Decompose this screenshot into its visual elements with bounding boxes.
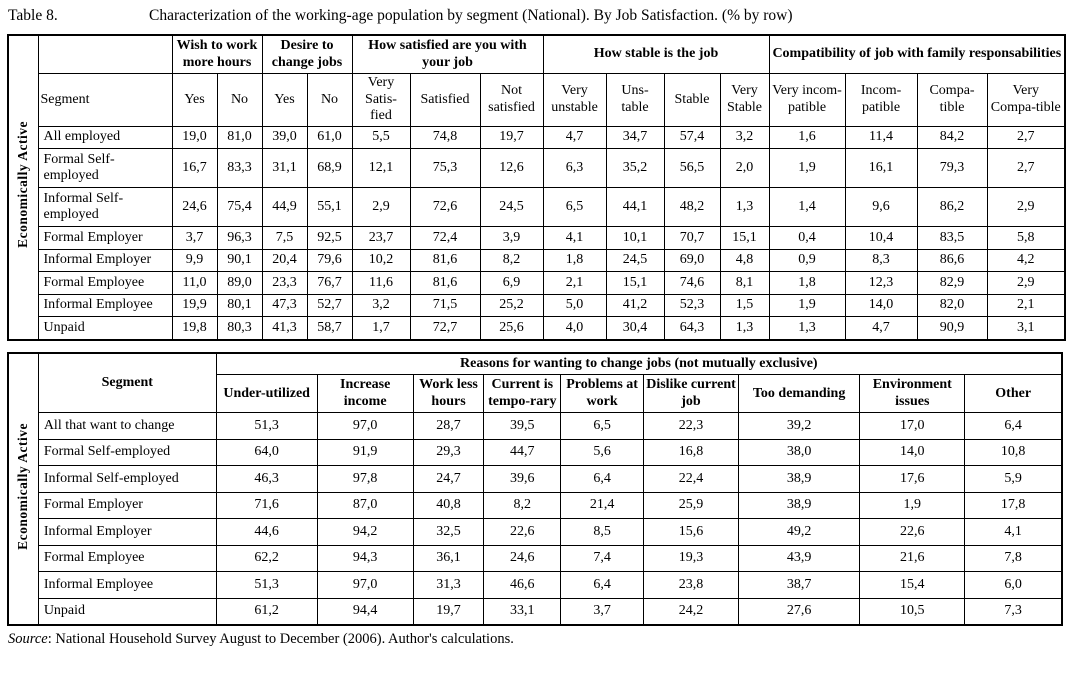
value-cell: 24,7 (413, 466, 484, 493)
value-cell: 3,2 (720, 126, 769, 149)
value-cell: 1,9 (769, 294, 845, 317)
value-cell: 10,5 (860, 598, 965, 625)
value-cell: 44,7 (484, 439, 561, 466)
value-cell: 0,4 (769, 227, 845, 250)
value-cell: 75,3 (410, 149, 480, 188)
col-incompatible: Incom-patible (845, 74, 917, 127)
value-cell: 90,1 (217, 249, 262, 272)
group-wish-work-more: Wish to work more hours (172, 35, 262, 74)
group-header-row (8, 35, 1065, 74)
value-cell: 10,2 (352, 249, 410, 272)
value-cell: 1,3 (720, 317, 769, 340)
col-unstable: Uns-table (606, 74, 664, 127)
value-cell: 74,6 (664, 272, 720, 295)
table-caption (8, 7, 1063, 25)
value-cell: 10,1 (606, 227, 664, 250)
value-cell: 4,8 (720, 249, 769, 272)
value-cell: 39,2 (738, 413, 859, 440)
value-cell: 5,6 (561, 439, 644, 466)
table-row (8, 466, 1062, 493)
group-desire-change: Desire to change jobs (262, 35, 352, 74)
value-cell: 6,4 (561, 466, 644, 493)
value-cell: 12,6 (480, 149, 543, 188)
value-cell: 35,2 (606, 149, 664, 188)
value-cell: 82,9 (917, 272, 987, 295)
value-cell: 24,2 (644, 598, 739, 625)
value-cell: 80,3 (217, 317, 262, 340)
value-cell: 2,9 (987, 188, 1065, 227)
value-cell: 5,0 (543, 294, 606, 317)
value-cell: 3,9 (480, 227, 543, 250)
table-row (8, 126, 1065, 149)
value-cell: 81,6 (410, 272, 480, 295)
value-cell: 15,1 (606, 272, 664, 295)
value-cell: 2,9 (352, 188, 410, 227)
value-cell: 39,6 (484, 466, 561, 493)
value-cell: 61,0 (307, 126, 352, 149)
value-cell: 3,1 (987, 317, 1065, 340)
value-cell: 21,4 (561, 492, 644, 519)
value-cell: 92,5 (307, 227, 352, 250)
value-cell: 15,1 (720, 227, 769, 250)
value-cell: 17,0 (860, 413, 965, 440)
segment-cell: Unpaid (38, 317, 172, 340)
value-cell: 3,7 (172, 227, 217, 250)
table-number: Table 8. (8, 7, 58, 24)
value-cell: 19,9 (172, 294, 217, 317)
value-cell: 6,4 (561, 572, 644, 599)
value-cell: 5,8 (987, 227, 1065, 250)
value-cell: 57,4 (664, 126, 720, 149)
value-cell: 61,2 (216, 598, 317, 625)
value-cell: 94,2 (317, 519, 413, 546)
value-cell: 14,0 (845, 294, 917, 317)
value-cell: 1,3 (769, 317, 845, 340)
value-cell: 84,2 (917, 126, 987, 149)
side-label: Economically Active (15, 121, 31, 249)
value-cell: 51,3 (216, 413, 317, 440)
col-wish-yes: Yes (172, 74, 217, 127)
segment-cell: Formal Employee (38, 272, 172, 295)
table-row (8, 492, 1062, 519)
value-cell: 96,3 (217, 227, 262, 250)
value-cell: 11,4 (845, 126, 917, 149)
value-cell: 27,6 (738, 598, 859, 625)
side-label: Economically Active (15, 422, 31, 550)
value-cell: 24,5 (606, 249, 664, 272)
value-cell: 2,1 (987, 294, 1065, 317)
value-cell: 25,6 (480, 317, 543, 340)
value-cell: 15,4 (860, 572, 965, 599)
value-cell: 58,7 (307, 317, 352, 340)
table-row (8, 317, 1065, 340)
segment-header: Segment (38, 353, 216, 413)
value-cell: 1,3 (720, 188, 769, 227)
table-row (8, 413, 1062, 440)
table-row (8, 572, 1062, 599)
table-row (8, 545, 1062, 572)
value-cell: 8,2 (484, 492, 561, 519)
value-cell: 6,5 (543, 188, 606, 227)
value-cell: 12,3 (845, 272, 917, 295)
value-cell: 72,6 (410, 188, 480, 227)
value-cell: 29,3 (413, 439, 484, 466)
col-very-compatible: Very Compa-tible (987, 74, 1065, 127)
value-cell: 87,0 (317, 492, 413, 519)
value-cell: 16,8 (644, 439, 739, 466)
col-current-temporary: Current is tempo-rary (484, 375, 561, 413)
value-cell: 2,0 (720, 149, 769, 188)
value-cell: 71,5 (410, 294, 480, 317)
value-cell: 5,5 (352, 126, 410, 149)
value-cell: 86,2 (917, 188, 987, 227)
value-cell: 1,9 (769, 149, 845, 188)
value-cell: 14,0 (860, 439, 965, 466)
value-cell: 31,1 (262, 149, 307, 188)
value-cell: 41,3 (262, 317, 307, 340)
side-label-cell (8, 353, 38, 626)
value-cell: 38,0 (738, 439, 859, 466)
value-cell: 55,1 (307, 188, 352, 227)
segment-cell: Informal Self-employed (38, 188, 172, 227)
job-satisfaction-table (7, 34, 1066, 341)
col-very-satisfied: Very Satis-fied (352, 74, 410, 127)
value-cell: 51,3 (216, 572, 317, 599)
value-cell: 97,8 (317, 466, 413, 493)
value-cell: 40,8 (413, 492, 484, 519)
value-cell: 16,7 (172, 149, 217, 188)
value-cell: 69,0 (664, 249, 720, 272)
value-cell: 12,1 (352, 149, 410, 188)
segment-cell: Informal Employee (38, 294, 172, 317)
value-cell: 1,8 (769, 272, 845, 295)
segment-cell: Unpaid (38, 598, 216, 625)
value-cell: 94,4 (317, 598, 413, 625)
segment-cell: Informal Employee (38, 572, 216, 599)
col-compatible: Compa-tible (917, 74, 987, 127)
segment-cell: Formal Employee (38, 545, 216, 572)
value-cell: 97,0 (317, 413, 413, 440)
table-row (8, 439, 1062, 466)
value-cell: 64,3 (664, 317, 720, 340)
value-cell: 8,2 (480, 249, 543, 272)
value-cell: 44,9 (262, 188, 307, 227)
value-cell: 7,3 (965, 598, 1062, 625)
value-cell: 1,7 (352, 317, 410, 340)
value-cell: 8,3 (845, 249, 917, 272)
segment-cell: Formal Self-employed (38, 439, 216, 466)
col-wish-no: No (217, 74, 262, 127)
table-row (8, 519, 1062, 546)
value-cell: 3,2 (352, 294, 410, 317)
value-cell: 62,2 (216, 545, 317, 572)
value-cell: 33,1 (484, 598, 561, 625)
value-cell: 83,3 (217, 149, 262, 188)
value-cell: 71,6 (216, 492, 317, 519)
value-cell: 3,7 (561, 598, 644, 625)
value-cell: 19,3 (644, 545, 739, 572)
page-title: Characterization of the working-age population by segment (National). By Job Satisfaction. (% by row) (149, 7, 793, 24)
table-row (8, 188, 1065, 227)
value-cell: 9,6 (845, 188, 917, 227)
value-cell: 48,2 (664, 188, 720, 227)
value-cell: 5,9 (965, 466, 1062, 493)
value-cell: 2,1 (543, 272, 606, 295)
table-row (8, 294, 1065, 317)
group-compatibility: Compatibility of job with family responsabilities (769, 35, 1065, 74)
value-cell: 6,0 (965, 572, 1062, 599)
table-row (8, 598, 1062, 625)
segment-header: Segment (38, 74, 172, 127)
value-cell: 81,0 (217, 126, 262, 149)
value-cell: 23,3 (262, 272, 307, 295)
col-very-stable: Very Stable (720, 74, 769, 127)
value-cell: 72,7 (410, 317, 480, 340)
value-cell: 89,0 (217, 272, 262, 295)
value-cell: 6,3 (543, 149, 606, 188)
value-cell: 41,2 (606, 294, 664, 317)
value-cell: 79,6 (307, 249, 352, 272)
value-cell: 74,8 (410, 126, 480, 149)
value-cell: 32,5 (413, 519, 484, 546)
value-cell: 23,8 (644, 572, 739, 599)
value-cell: 46,6 (484, 572, 561, 599)
value-cell: 7,4 (561, 545, 644, 572)
group-reasons-title: Reasons for wanting to change jobs (not mutually exclusive) (216, 353, 1062, 375)
col-very-unstable: Very unstable (543, 74, 606, 127)
value-cell: 4,7 (845, 317, 917, 340)
value-cell: 20,4 (262, 249, 307, 272)
value-cell: 19,0 (172, 126, 217, 149)
value-cell: 52,3 (664, 294, 720, 317)
group-header-row (8, 353, 1062, 375)
col-environment-issues: Environment issues (860, 375, 965, 413)
value-cell: 22,4 (644, 466, 739, 493)
value-cell: 19,7 (480, 126, 543, 149)
value-cell: 52,7 (307, 294, 352, 317)
value-cell: 10,4 (845, 227, 917, 250)
value-cell: 75,4 (217, 188, 262, 227)
col-increase-income: Increase income (317, 375, 413, 413)
segment-cell: Informal Employer (38, 249, 172, 272)
value-cell: 30,4 (606, 317, 664, 340)
col-desire-yes: Yes (262, 74, 307, 127)
value-cell: 34,7 (606, 126, 664, 149)
value-cell: 76,7 (307, 272, 352, 295)
column-header-row (8, 74, 1065, 127)
value-cell: 8,1 (720, 272, 769, 295)
value-cell: 46,3 (216, 466, 317, 493)
col-other: Other (965, 375, 1062, 413)
value-cell: 9,9 (172, 249, 217, 272)
value-cell: 4,7 (543, 126, 606, 149)
value-cell: 79,3 (917, 149, 987, 188)
value-cell: 4,0 (543, 317, 606, 340)
table-row (8, 227, 1065, 250)
col-under-utilized: Under-utilized (216, 375, 317, 413)
value-cell: 7,5 (262, 227, 307, 250)
value-cell: 36,1 (413, 545, 484, 572)
value-cell: 82,0 (917, 294, 987, 317)
value-cell: 2,7 (987, 149, 1065, 188)
value-cell: 4,1 (965, 519, 1062, 546)
value-cell: 94,3 (317, 545, 413, 572)
value-cell: 10,8 (965, 439, 1062, 466)
value-cell: 70,7 (664, 227, 720, 250)
value-cell: 19,8 (172, 317, 217, 340)
value-cell: 15,6 (644, 519, 739, 546)
segment-cell: All employed (38, 126, 172, 149)
group-how-stable: How stable is the job (543, 35, 769, 74)
col-too-demanding: Too demanding (738, 375, 859, 413)
value-cell: 39,5 (484, 413, 561, 440)
value-cell: 6,5 (561, 413, 644, 440)
value-cell: 68,9 (307, 149, 352, 188)
col-desire-no: No (307, 74, 352, 127)
value-cell: 81,6 (410, 249, 480, 272)
blank-corner-cell (38, 35, 172, 74)
table-row (8, 149, 1065, 188)
value-cell: 1,9 (860, 492, 965, 519)
value-cell: 38,9 (738, 492, 859, 519)
segment-cell: All that want to change (38, 413, 216, 440)
value-cell: 56,5 (664, 149, 720, 188)
value-cell: 11,6 (352, 272, 410, 295)
segment-cell: Informal Self-employed (38, 466, 216, 493)
segment-cell: Formal Employer (38, 492, 216, 519)
value-cell: 6,9 (480, 272, 543, 295)
value-cell: 44,6 (216, 519, 317, 546)
value-cell: 31,3 (413, 572, 484, 599)
value-cell: 72,4 (410, 227, 480, 250)
value-cell: 7,8 (965, 545, 1062, 572)
group-how-satisfied: How satisfied are you with your job (352, 35, 543, 74)
source-note (8, 631, 1063, 648)
col-problems-at-work: Problems at work (561, 375, 644, 413)
col-dislike-current-job: Dislike current job (644, 375, 739, 413)
value-cell: 25,9 (644, 492, 739, 519)
value-cell: 86,6 (917, 249, 987, 272)
value-cell: 24,6 (484, 545, 561, 572)
value-cell: 8,5 (561, 519, 644, 546)
value-cell: 2,7 (987, 126, 1065, 149)
value-cell: 22,6 (484, 519, 561, 546)
value-cell: 24,5 (480, 188, 543, 227)
col-work-less-hours: Work less hours (413, 375, 484, 413)
value-cell: 38,9 (738, 466, 859, 493)
value-cell: 49,2 (738, 519, 859, 546)
col-satisfied: Satisfied (410, 74, 480, 127)
value-cell: 39,0 (262, 126, 307, 149)
col-very-incompatible: Very incom-patible (769, 74, 845, 127)
value-cell: 2,9 (987, 272, 1065, 295)
value-cell: 47,3 (262, 294, 307, 317)
value-cell: 43,9 (738, 545, 859, 572)
value-cell: 83,5 (917, 227, 987, 250)
value-cell: 90,9 (917, 317, 987, 340)
segment-cell: Informal Employer (38, 519, 216, 546)
value-cell: 4,2 (987, 249, 1065, 272)
segment-cell: Formal Self-employed (38, 149, 172, 188)
segment-cell: Formal Employer (38, 227, 172, 250)
table-row (8, 272, 1065, 295)
value-cell: 80,1 (217, 294, 262, 317)
value-cell: 91,9 (317, 439, 413, 466)
value-cell: 22,3 (644, 413, 739, 440)
col-stable: Stable (664, 74, 720, 127)
value-cell: 17,6 (860, 466, 965, 493)
value-cell: 44,1 (606, 188, 664, 227)
source-label: Source (8, 631, 48, 648)
source-text: : National Household Survey August to December (2006). Author's calculations. (47, 631, 514, 648)
value-cell: 97,0 (317, 572, 413, 599)
value-cell: 1,6 (769, 126, 845, 149)
value-cell: 4,1 (543, 227, 606, 250)
value-cell: 24,6 (172, 188, 217, 227)
value-cell: 19,7 (413, 598, 484, 625)
value-cell: 38,7 (738, 572, 859, 599)
value-cell: 23,7 (352, 227, 410, 250)
value-cell: 1,5 (720, 294, 769, 317)
value-cell: 16,1 (845, 149, 917, 188)
value-cell: 1,8 (543, 249, 606, 272)
value-cell: 64,0 (216, 439, 317, 466)
value-cell: 22,6 (860, 519, 965, 546)
value-cell: 11,0 (172, 272, 217, 295)
value-cell: 25,2 (480, 294, 543, 317)
value-cell: 17,8 (965, 492, 1062, 519)
value-cell: 6,4 (965, 413, 1062, 440)
col-not-satisfied: Not satisfied (480, 74, 543, 127)
value-cell: 0,9 (769, 249, 845, 272)
value-cell: 1,4 (769, 188, 845, 227)
value-cell: 21,6 (860, 545, 965, 572)
table-row (8, 249, 1065, 272)
value-cell: 28,7 (413, 413, 484, 440)
side-label-cell (8, 35, 38, 340)
reasons-change-table (7, 352, 1063, 627)
